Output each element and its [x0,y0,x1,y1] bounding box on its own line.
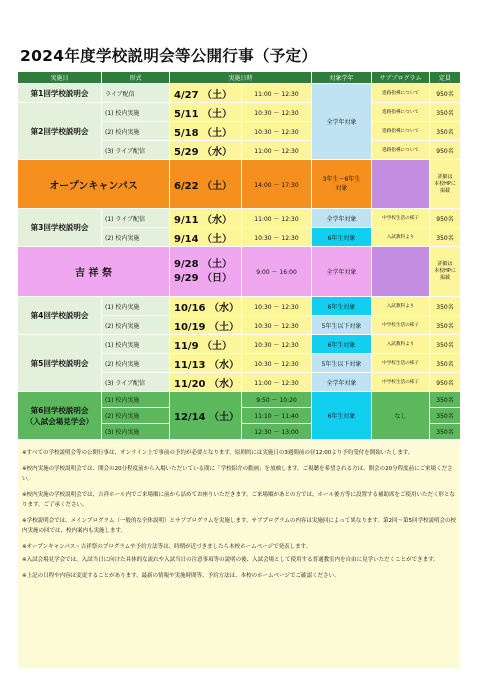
subprogram-cell: 入試教科より [372,335,430,354]
date-cell: 5/18 （土） [170,122,242,141]
subprogram-cell: 中学校生活の様子 [372,209,430,228]
target-cell: 6年生対象 [312,228,372,247]
subprogram-cell: なし [372,392,430,440]
capacity-cell: 950名 [430,209,461,228]
target-cell: 全学年対象 [312,84,372,160]
time-cell: 10:30 ～ 12:30 [242,122,312,141]
capacity-cell: 350名 [430,354,461,373]
format-cell: (3) 校内実施 [102,424,170,440]
time-cell: 9:00 ～ 16:00 [242,247,312,297]
subprogram-cell: 進路指導について [372,122,430,141]
capacity-cell: 350名 [430,297,461,316]
target-cell: 全学年対象 [312,209,372,228]
notes-box [18,441,460,668]
time-cell: 10:30 ～ 12:30 [242,335,312,354]
time-cell: 9:50 ～ 10:20 [242,392,312,408]
target-cell: 5年生以下対象 [312,316,372,335]
target-cell: 3年生～6年生 対象 [312,160,372,209]
header-format: 形式 [102,72,170,84]
time-cell: 10:30 ～ 12:30 [242,103,312,122]
time-cell: 11:00 ～ 12:30 [242,373,312,392]
date-cell: 11/9 （土） [170,335,242,354]
header-capacity: 定員 [430,72,461,84]
subprogram-cell: 入試教科より [372,228,430,247]
date-cell: 10/19 （土） [170,316,242,335]
time-cell: 14:00 ～ 17:30 [242,160,312,209]
capacity-cell: 詳細は 本校HPに 掲載 [430,160,461,209]
date-cell: 5/11 （土） [170,103,242,122]
capacity-cell: 950名 [430,84,461,103]
note-item: ※校内実施の学校説明会では、開会の20分程度前から入場いただいている間に「学校紹介の動画」を放映します。ご視聴を希望される方は、開会の20分程度前にご来場ください。 [22,466,453,482]
header-target: 対象学年 [312,72,372,84]
target-cell: 6年生対象 [312,297,372,316]
format-cell: (2) 校内実施 [102,408,170,424]
date-cell: 12/14 （土） [170,392,242,440]
time-cell: 10:30 ～ 12:30 [242,354,312,373]
time-cell: 11:10 ～ 11:40 [242,408,312,424]
event-label-open-campus: オープンキャンパス [18,160,170,209]
format-cell: (3) ライブ配信 [102,141,170,160]
format-cell: ライブ配信 [102,84,170,103]
capacity-cell: 350名 [430,228,461,247]
subprogram-cell: 進路指導について [372,103,430,122]
note-item: ※学校説明会では、メインプログラム（一般的な全体説明）とサブプログラムを実施します。サブプログラムの内容は実施回によって異なります。第2回～第5回学校説明会の校内実施の回では、校内案内も実施します。 [22,518,456,534]
date-cell: 5/29 （水） [170,141,242,160]
note-item: ※校内実施の学校説明会では、吉祥ホール内でご来場順に前から詰めてお座りいただきます。ご来場順があとの方では、ホール後方等に設置する補助席をご使用いただく形となります。ご了承ください。 [22,492,455,508]
date-cell: 4/27 （土） [170,84,242,103]
subprogram-cell: 入試教科より [372,297,430,316]
format-cell: (1) 校内実施 [102,392,170,408]
format-cell: (2) 校内実施 [102,122,170,141]
time-cell: 10:30 ～ 12:30 [242,316,312,335]
subprogram-cell: 中学校生活の様子 [372,316,430,335]
target-cell: 6年生対象 [312,335,372,354]
capacity-cell: 350名 [430,392,461,408]
format-cell: (1) 校内実施 [102,103,170,122]
date-cell: 6/22 （土） [170,160,242,209]
subprogram-cell: 進路指導について [372,84,430,103]
subprogram-cell-empty [372,247,430,297]
capacity-cell: 950名 [430,141,461,160]
event-label-3: 第3回学校説明会 [18,209,102,247]
date-cell: 9/11 （水） [170,209,242,228]
target-cell: 全学年対象 [312,247,372,297]
event-label-6 [18,392,102,440]
format-cell: (1) 校内実施 [102,335,170,354]
format-cell: (2) 校内実施 [102,354,170,373]
time-cell: 11:00 ～ 12:30 [242,84,312,103]
event-label-2: 第2回学校説明会 [18,103,102,160]
header-subprogram: サブプログラム [372,72,430,84]
event-label-5: 第5回学校説明会 [18,335,102,392]
note-item: ※入試会場見学会では、入試当日に向けた具体的な流れや入試当日の注意事項等の説明の後、入試会場として使用する普通教室内を自由に見学いただくことができます。 [22,557,439,563]
date-cell [170,247,242,297]
capacity-cell: 350名 [430,408,461,424]
time-cell: 10:30 ～ 12:30 [242,228,312,247]
event-label-1: 第1回学校説明会 [18,84,102,103]
format-cell: (2) 校内実施 [102,316,170,335]
event-label-6-subtitle: （入試会場見学会） [25,416,94,426]
target-cell: 6年生対象 [312,392,372,440]
format-cell: (2) 校内実施 [102,228,170,247]
date-day-2: 9/29 （日） [174,272,233,284]
date-cell: 11/20 （水） [170,373,242,392]
format-cell: (3) ライブ配信 [102,373,170,392]
target-cell: 5年生以下対象 [312,354,372,373]
header-datetime: 実施日時 [170,72,312,84]
time-cell: 10:30 ～ 12:30 [242,297,312,316]
date-cell: 9/14 （土） [170,228,242,247]
format-cell: (1) 校内実施 [102,297,170,316]
time-cell: 12:30 ～ 13:00 [242,424,312,440]
capacity-cell: 350名 [430,335,461,354]
capacity-cell: 950名 [430,373,461,392]
event-label-festival: 吉 祥 祭 [18,247,170,297]
note-item: ※すべての学校説明会等の公開行事は、オンライン上で事前の予約が必要となります。原則的には実施日の3週間前の昼12:00より予約受付を開始いたします。 [22,450,414,456]
date-day-1: 9/28 （土） [174,258,233,270]
format-cell: (1) ライブ配信 [102,209,170,228]
subprogram-cell: 進路指導について [372,141,430,160]
target-cell: 全学年対象 [312,373,372,392]
capacity-cell: 350名 [430,316,461,335]
event-label-4: 第4回学校説明会 [18,297,102,335]
date-cell: 10/16 （水） [170,297,242,316]
capacity-cell: 詳細は 本校HPに 掲載 [430,247,461,297]
time-cell: 11:00 ～ 12:30 [242,209,312,228]
subprogram-cell: 中学校生活の様子 [372,373,430,392]
subprogram-cell-empty [372,160,430,209]
time-cell: 11:00 ～ 12:30 [242,141,312,160]
note-item: ※オープンキャンパス・吉祥祭のプログラムや予約方法等は、時期が近づきましたら本校ホームページで発表します。 [22,544,312,550]
date-cell: 11/13 （水） [170,354,242,373]
capacity-cell: 350名 [430,103,461,122]
header-event: 実施日 [18,72,102,84]
page-title: 2024年度学校説明会等公開行事（予定） [20,47,318,65]
capacity-cell: 350名 [430,122,461,141]
note-item: ※上記の日程や内容は変更することがあります。最新の情報や実施時間等、予約方法は、本校のホームページでご確認ください。 [22,573,340,579]
event-label-6-title: 第6回学校説明会 [30,405,89,415]
subprogram-cell: 中学校生活の様子 [372,354,430,373]
capacity-cell: 350名 [430,424,461,440]
